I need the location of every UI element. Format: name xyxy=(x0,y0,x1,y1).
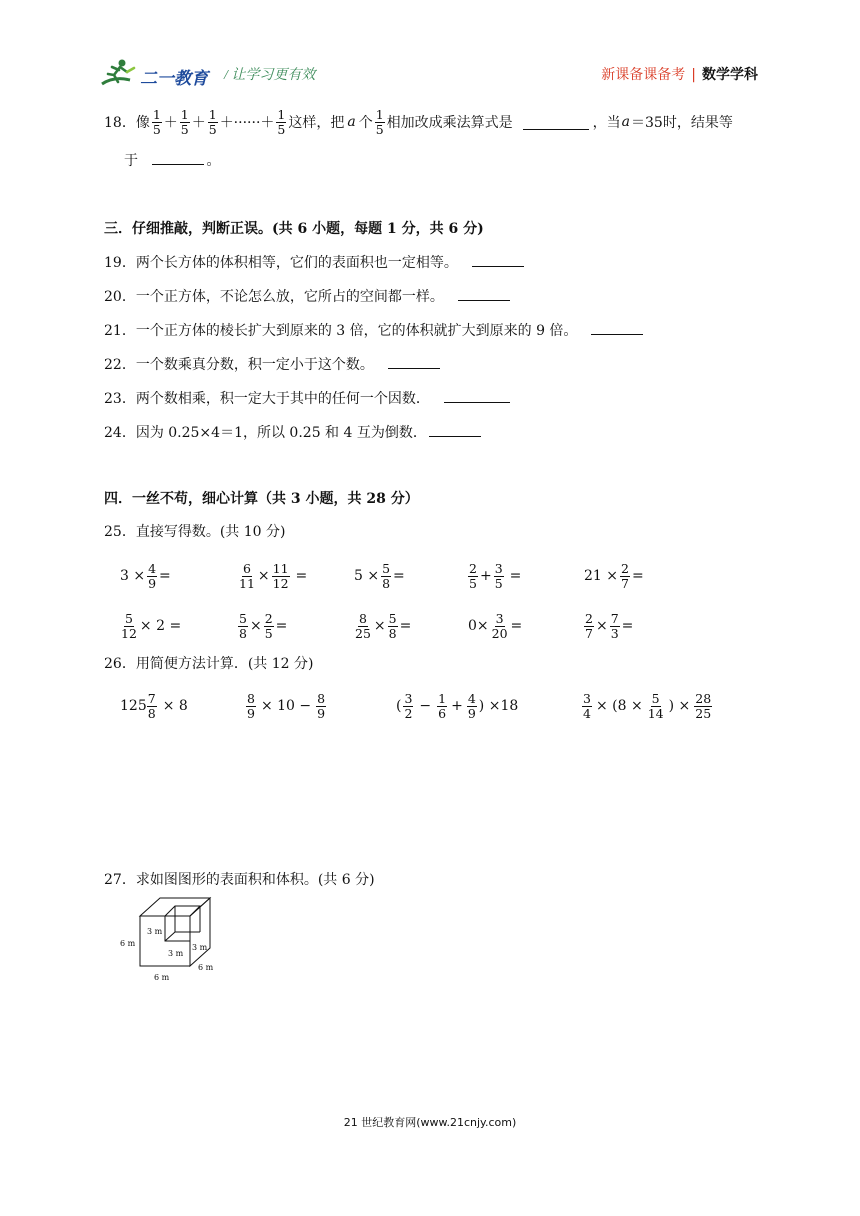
answer-blank[interactable] xyxy=(444,388,510,403)
q18-eq35: ＝35时，结果等 xyxy=(631,115,733,131)
section-4-title: 四．一丝不苟，细心计算（共 3 小题，共 28 分） xyxy=(104,491,419,507)
question-25-title: 25．直接写得数。(共 10 分) xyxy=(104,524,286,540)
question-22: 22．一个数乘真分数，积一定小于这个数。 xyxy=(104,354,440,375)
answer-blank[interactable] xyxy=(523,115,589,130)
plus-sign: ＋ xyxy=(163,115,178,131)
variable-a: a xyxy=(621,114,631,130)
answer-blank[interactable] xyxy=(591,320,643,335)
slogan: / 让学习更有效 xyxy=(224,68,316,83)
calc-item: $\frac{5}{12}$ × 2 = xyxy=(121,610,182,641)
calc-item: 0× $\frac{3}{20}$ = xyxy=(468,610,523,641)
fraction: $\frac{1}{5}$ xyxy=(277,106,286,137)
header-course-label: 新课备课备考 xyxy=(601,67,686,83)
plus-sign: ＋ xyxy=(191,115,206,131)
section-3-title: 三．仔细推敲，判断正误。(共 6 小题，每题 1 分，共 6 分) xyxy=(104,221,484,237)
label-bottom-6m: 6 m xyxy=(154,973,170,982)
question-21: 21．一个正方体的棱长扩大到原来的 3 倍，它的体积就扩大到原来的 9 倍。 xyxy=(104,320,643,341)
q18-text-when: ，当 xyxy=(592,115,621,131)
label-left-6m: 6 m xyxy=(120,939,136,948)
cube-figure xyxy=(118,894,228,986)
calc-item: 21 × $\frac{2}{7}$ = xyxy=(584,560,644,591)
fraction: $\frac{1}{5}$ xyxy=(180,106,189,137)
calc-item: $\frac{5}{8}$ × $\frac{2}{5}$ = xyxy=(239,610,288,641)
q18-end: 。 xyxy=(206,153,221,169)
question-18-line2 xyxy=(124,150,220,171)
simplify-expr-4: $\frac{3}{4}$ × (8 × $\frac{5}{14}$ ) × $\frac{28}{25}$ xyxy=(583,690,712,721)
question-18 xyxy=(104,104,733,140)
calc-item: $\frac{6}{11}$ × $\frac{11}{12}$ = xyxy=(239,560,308,591)
fraction: $\frac{1}{5}$ xyxy=(152,106,161,137)
ellipsis-plus: ＋······＋ xyxy=(219,115,275,131)
q18-line2-text: 于 xyxy=(124,153,138,169)
label-cut-depth: 3 m xyxy=(192,943,208,952)
header-right xyxy=(601,64,758,84)
question-19: 19．两个长方体的体积相等，它们的表面积也一定相等。 xyxy=(104,252,524,273)
logo-text: 二一教育 xyxy=(140,69,208,89)
runner-logo-icon xyxy=(100,58,140,88)
question-24: 24．因为 0.25×4＝1，所以 0.25 和 4 互为倒数． xyxy=(104,422,481,443)
question-26-title: 26．用简便方法计算．(共 12 分) xyxy=(104,656,314,672)
calc-item: 5 × $\frac{5}{8}$ = xyxy=(354,560,405,591)
variable-a: a xyxy=(347,114,356,130)
answer-blank[interactable] xyxy=(152,150,204,165)
answer-blank[interactable] xyxy=(429,422,481,437)
q18-ge: 个 xyxy=(358,115,373,131)
question-20: 20．一个正方体，不论怎么放，它所占的空间都一样。 xyxy=(104,286,510,307)
label-cut-width: 3 m xyxy=(168,949,184,958)
calc-item: $\frac{2}{7}$ × $\frac{7}{3}$ = xyxy=(585,610,634,641)
label-cut-height: 3 m xyxy=(147,927,163,936)
header-subject: 数学学科 xyxy=(702,67,758,83)
simplify-expr-3: ( $\frac{3}{2}$ − $\frac{1}{6}$ + $\frac{4}{9}$ ) ×18 xyxy=(396,690,519,721)
q18-text-mid: 这样，把 xyxy=(288,115,345,131)
q18-prefix: 18．像 xyxy=(104,115,150,131)
calc-item: $\frac{2}{5}$ + $\frac{3}{5}$ = xyxy=(469,560,522,591)
header xyxy=(100,56,760,90)
label-right-6m: 6 m xyxy=(198,963,214,972)
simplify-expr-1: 125 $\frac{7}{8}$ × 8 xyxy=(120,690,188,721)
q18-text-after: 相加改成乘法算式是 xyxy=(386,115,513,131)
answer-blank[interactable] xyxy=(458,286,510,301)
fraction: $\frac{1}{5}$ xyxy=(208,106,217,137)
footer: 21 世纪教育网(www.21cnjy.com) xyxy=(343,1116,517,1129)
calc-item: $\frac{8}{25}$ × $\frac{5}{8}$ = xyxy=(355,610,412,641)
answer-blank[interactable] xyxy=(388,354,440,369)
simplify-expr-2: $\frac{8}{9}$ × 10 − $\frac{8}{9}$ xyxy=(247,690,326,721)
header-separator: | xyxy=(691,67,696,83)
question-23: 23．两个数相乘，积一定大于其中的任何一个因数． xyxy=(104,388,510,409)
question-27-title: 27．求如图图形的表面积和体积。(共 6 分) xyxy=(104,872,375,888)
fraction: $\frac{1}{5}$ xyxy=(375,106,384,137)
calc-item: 3 × $\frac{4}{9}$ = xyxy=(120,560,171,591)
answer-blank[interactable] xyxy=(472,252,524,267)
